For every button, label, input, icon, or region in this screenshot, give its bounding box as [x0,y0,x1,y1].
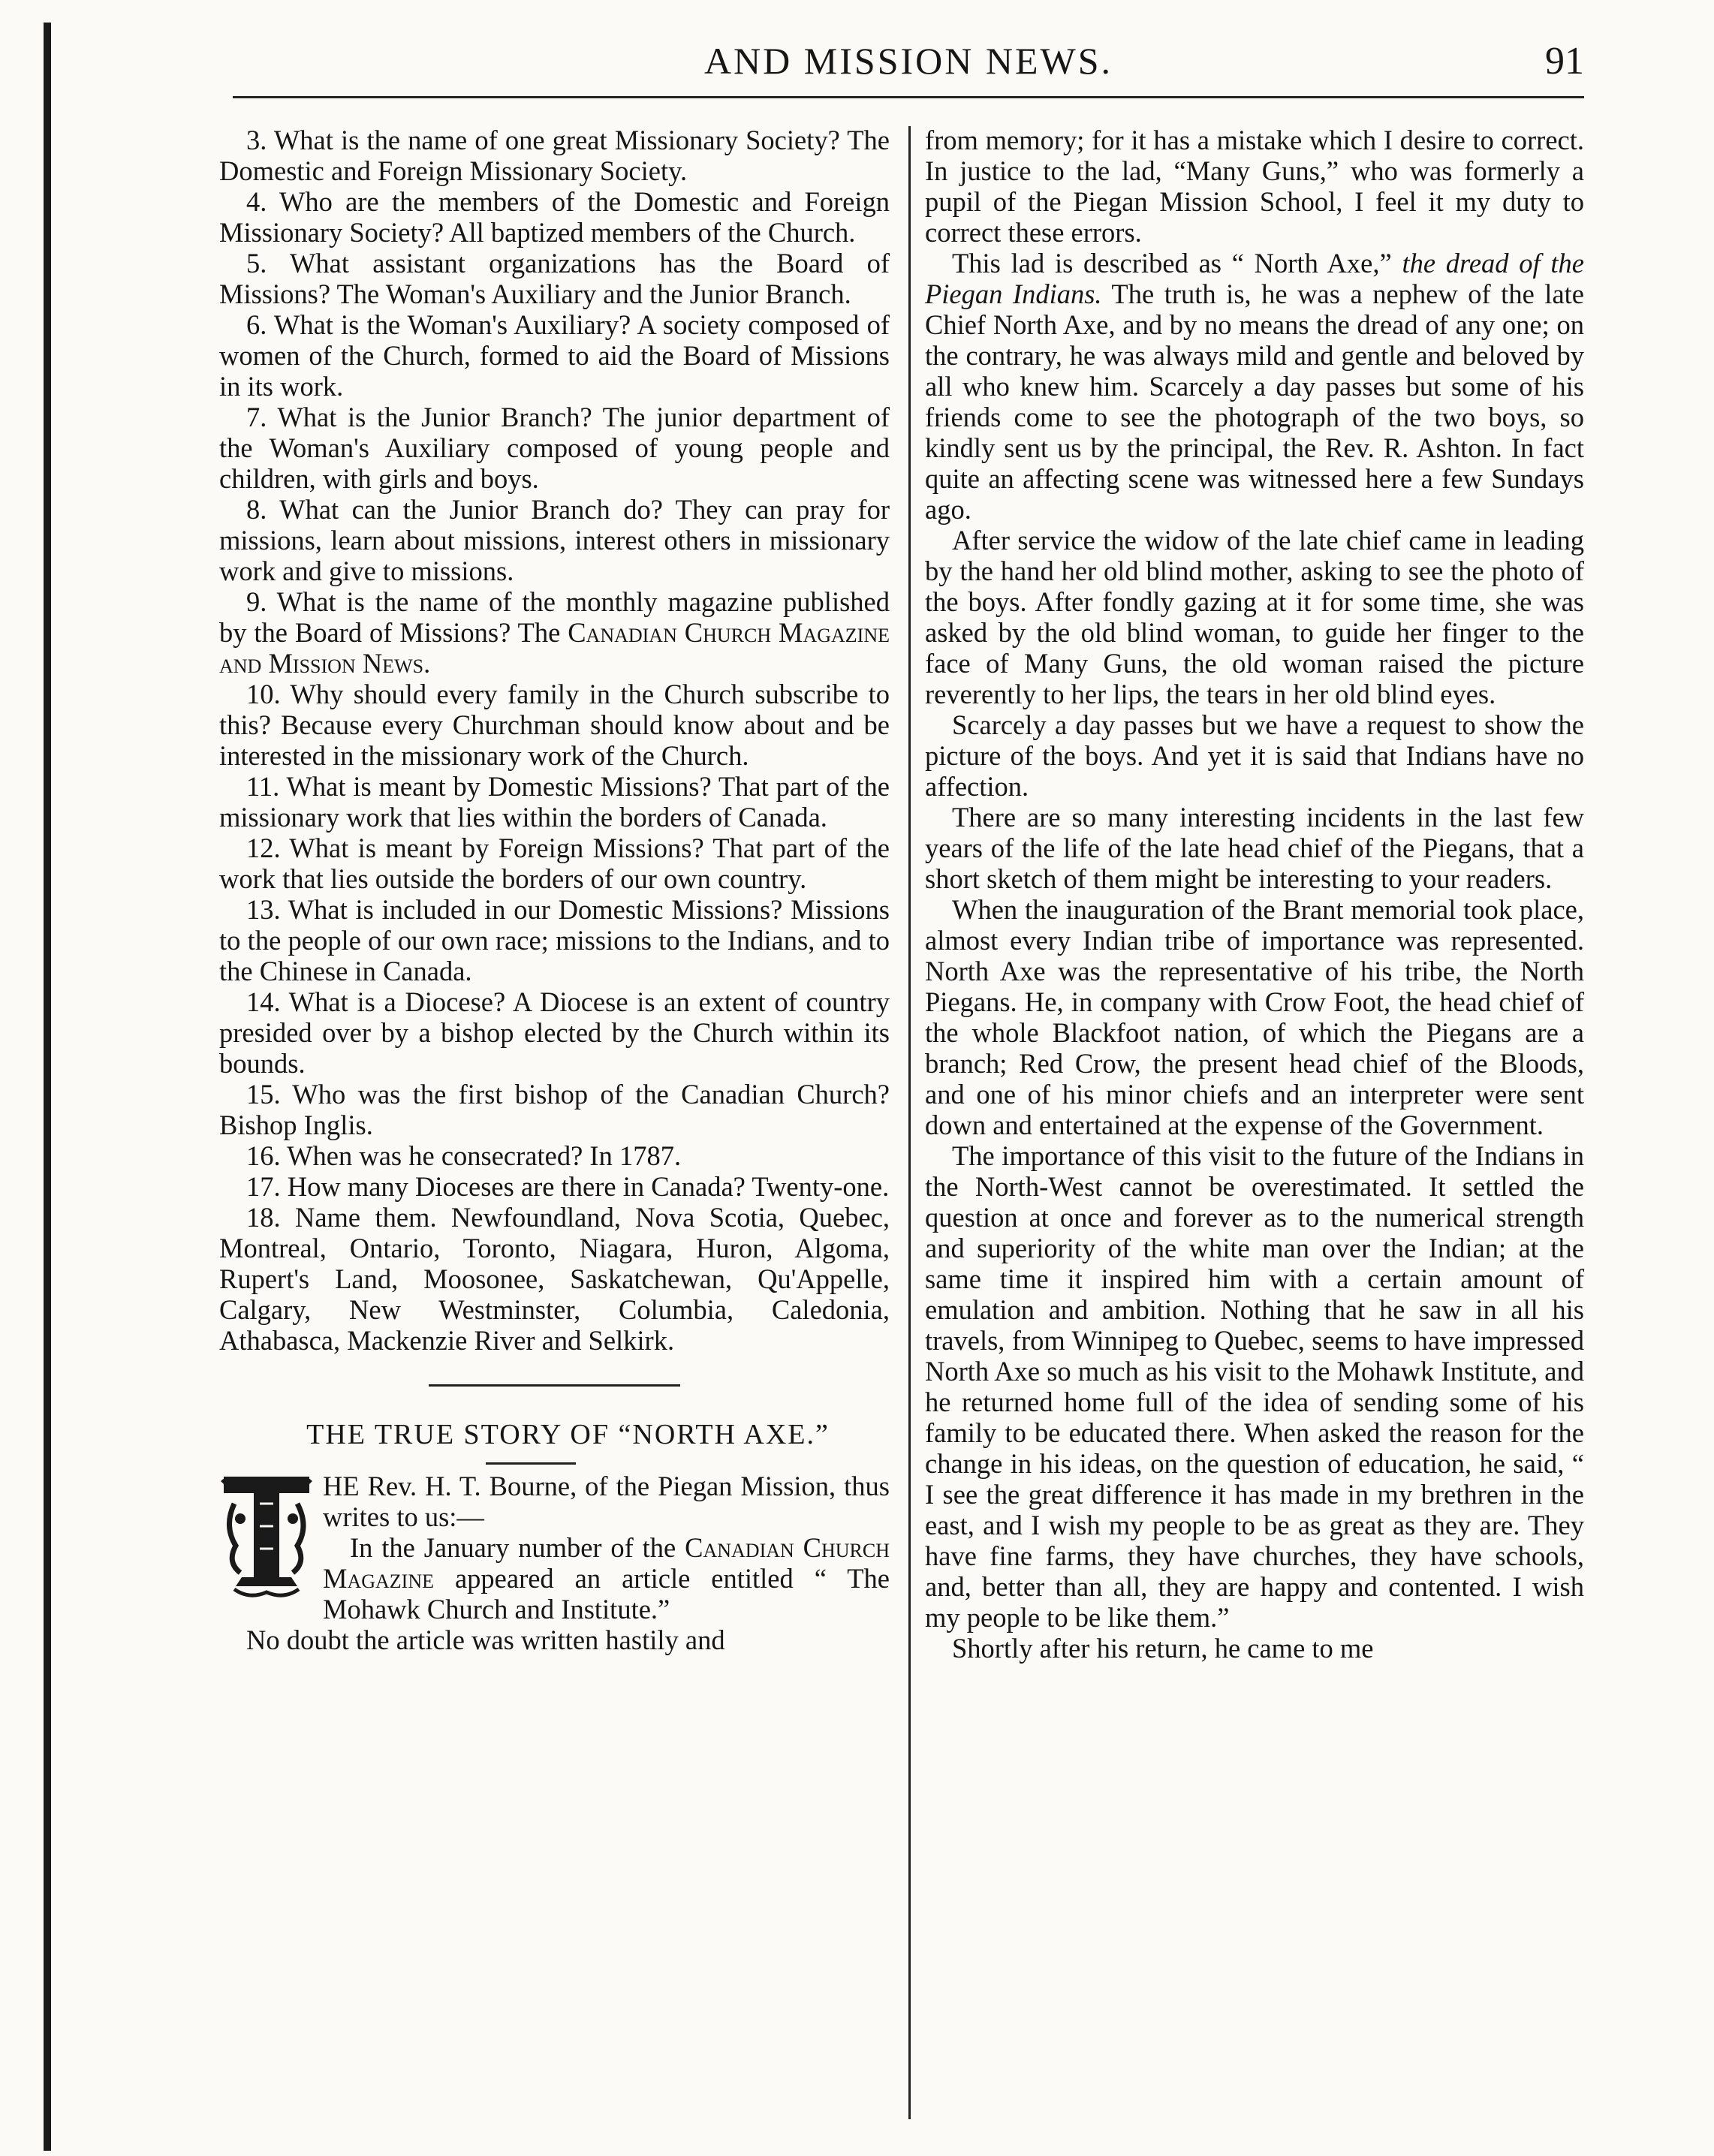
catechism-q17: 17. How many Dioceses are there in Canada? Twenty-one. [246,1171,890,1202]
catechism-q7: 7. What is the Junior Branch? The junior department of the Woman's Auxiliary composed of young people and children, with girls and boys. [219,402,890,494]
catechism-q4: 4. Who are the members of the Domestic and Foreign Missionary Society? All baptized members of the Church. [219,186,890,248]
magazine-name: Canadian Church Magazine and Mission News [219,617,890,679]
right-column [925,125,1584,1664]
catechism-q18: 18. Name them. Newfoundland, Nova Scotia, Quebec, Montreal, Ontario, Toronto, Niagara, Huron, Algoma, Rupert's Land, Moosonee, Saskatchewan, Qu'Appelle, Calgary, New Westminster, Columbia, Caledonia, Athabasca, Mackenzie River and Selkirk. [219,1202,890,1356]
p2-text: This lad is described as “ North Axe,” [952,248,1402,279]
q9-text: 9. What is the name of the monthly magazine published by the Board of Missions? The [219,586,890,648]
importance-paragraph: The importance of this visit to the future of the Indians in the North-West cannot be overestimated. It settled the question at once and forever as to the numerical strength and superiority of the white man over the Indian; at the same time it inspired him with a certain amount of emulation and ambition. Nothing that he saw in all his travels, from Winnipeg to Quebec, seems to have impressed North Axe so much as his visit to the Mohawk Institute, and he returned home full of the idea of sending some of his family to be educated there. When asked the reason for the change in his ideas, on the question of education, he said, “ I see the great difference it has made in my brethren in the east, and I wish my people to be as great as they are. They have fine farms, they have churches, they have schools, and, better than all, they are happy and contented. I wish my people to be like them.” [925,1140,1584,1633]
article-intro [219,1471,890,1625]
brant-memorial-paragraph: When the inauguration of the Brant memorial took place, almost every Indian tribe of importance was represented. North Axe was the representative of his tribe, the North Piegans. He, in company with Crow Foot, the head chief of the whole Blackfoot nation, of which the Piegans are a branch; Red Crow, the present head chief of the Bloods, and one of his minor chiefs and an interpreter were sent down and entertained at the expense of the Government. [925,894,1584,1140]
incidents-paragraph: There are so many interesting incidents in the last few years of the life of the late head chief of the Piegans, that a short sketch of them might be interesting to your readers. [925,802,1584,894]
intro-text: In the January number of the [350,1532,685,1563]
title-underline [486,1462,576,1465]
catechism-q5: 5. What assistant organizations has the Board of Missions? The Woman's Auxiliary and the Junior Branch. [219,248,890,309]
intro-magazine-name: Canadian Church Magazine [323,1532,890,1594]
p2-text-end: The truth is, he was a nephew of the late Chief North Axe, and by no means the dread of any one; on the contrary, he was always mild and gentle and beloved by all who knew him. Scarcely a day passes but some of his friends come to see the photograph of the two boys, so kindly sent us by the principal, the Rev. R. Ashton. In fact quite an affecting scene was witnessed here a few Sundays ago. [925,279,1584,525]
intro-text-end: appeared an article entitled “ The Mohawk Church and Institute.” [323,1563,890,1625]
intro-quote [219,1532,890,1625]
p2-italic: the dread of the Piegan Indians. [925,248,1585,309]
catechism-q15: 15. Who was the first bishop of the Canadian Church? Bishop Inglis. [219,1079,890,1140]
request-paragraph: Scarcely a day passes but we have a request to show the picture of the boys. And yet it is said that Indians have no affection. [925,709,1584,802]
catechism-q11: 11. What is meant by Domestic Missions? That part of the missionary work that lies within the borders of Canada. [219,771,890,833]
continued-paragraph: from memory; for it has a mistake which I desire to correct. In justice to the lad, “Many Guns,” who was formerly a pupil of the Piegan Mission School, I feel it my duty to correct these errors. [925,125,1584,248]
catechism-q16: 16. When was he consecrated? In 1787. [246,1140,682,1171]
header-rule [233,96,1584,98]
catechism-q9 [219,586,890,679]
catechism-q6: 6. What is the Woman's Auxiliary? A society composed of women of the Church, formed to aid the Board of Missions in its work. [219,309,890,402]
section-separator [429,1384,680,1387]
q9-end: . [423,648,431,679]
north-axe-paragraph [925,248,1584,525]
binding-edge [44,23,51,2151]
catechism-q8: 8. What can the Junior Branch do? They can pray for missions, learn about missions, interest others in missionary work and give to missions. [219,494,890,586]
section-title: THE TRUE STORY OF “NORTH AXE.” [306,1419,830,1450]
left-column [219,125,890,1655]
widow-paragraph: After service the widow of the late chief came in leading by the hand her old blind mother, asking to see the photo of the boys. After fondly gazing at it for some time, she was asked by the old blind woman, to guide her finger to the face of Many Guns, the old woman raised the picture reverently to her lips, the tears in her old blind eyes. [925,525,1584,709]
final-line: Shortly after his return, he came to me [952,1633,1374,1664]
catechism-q12: 12. What is meant by Foreign Missions? That part of the work that lies outside the borders of our own country. [219,833,890,894]
intro-line: HE Rev. H. T. Bourne, of the Piegan Mission, thus writes to us:— [323,1471,890,1532]
catechism-q13: 13. What is included in our Domestic Missions? Missions to the people of our own race; missions to the Indians, and to the Chinese in Canada. [219,894,890,986]
catechism-q3: 3. What is the name of one great Missionary Society? The Domestic and Foreign Missionary Society. [219,125,890,186]
catechism-q10: 10. Why should every family in the Church subscribe to this? Because every Churchman should know about and be interested in the missionary work of the Church. [219,679,890,771]
catechism-q14: 14. What is a Diocese? A Diocese is an extent of country presided over by a bishop elected by the Church within its bounds. [219,986,890,1079]
column-divider [908,126,911,2119]
page-number: 91 [1545,40,1584,83]
left-final-paragraph: No doubt the article was written hastily and [246,1625,725,1655]
running-title: AND MISSION NEWS. [703,40,1113,82]
page-header [233,39,1584,93]
ornamental-initial-t-icon [219,1474,314,1600]
